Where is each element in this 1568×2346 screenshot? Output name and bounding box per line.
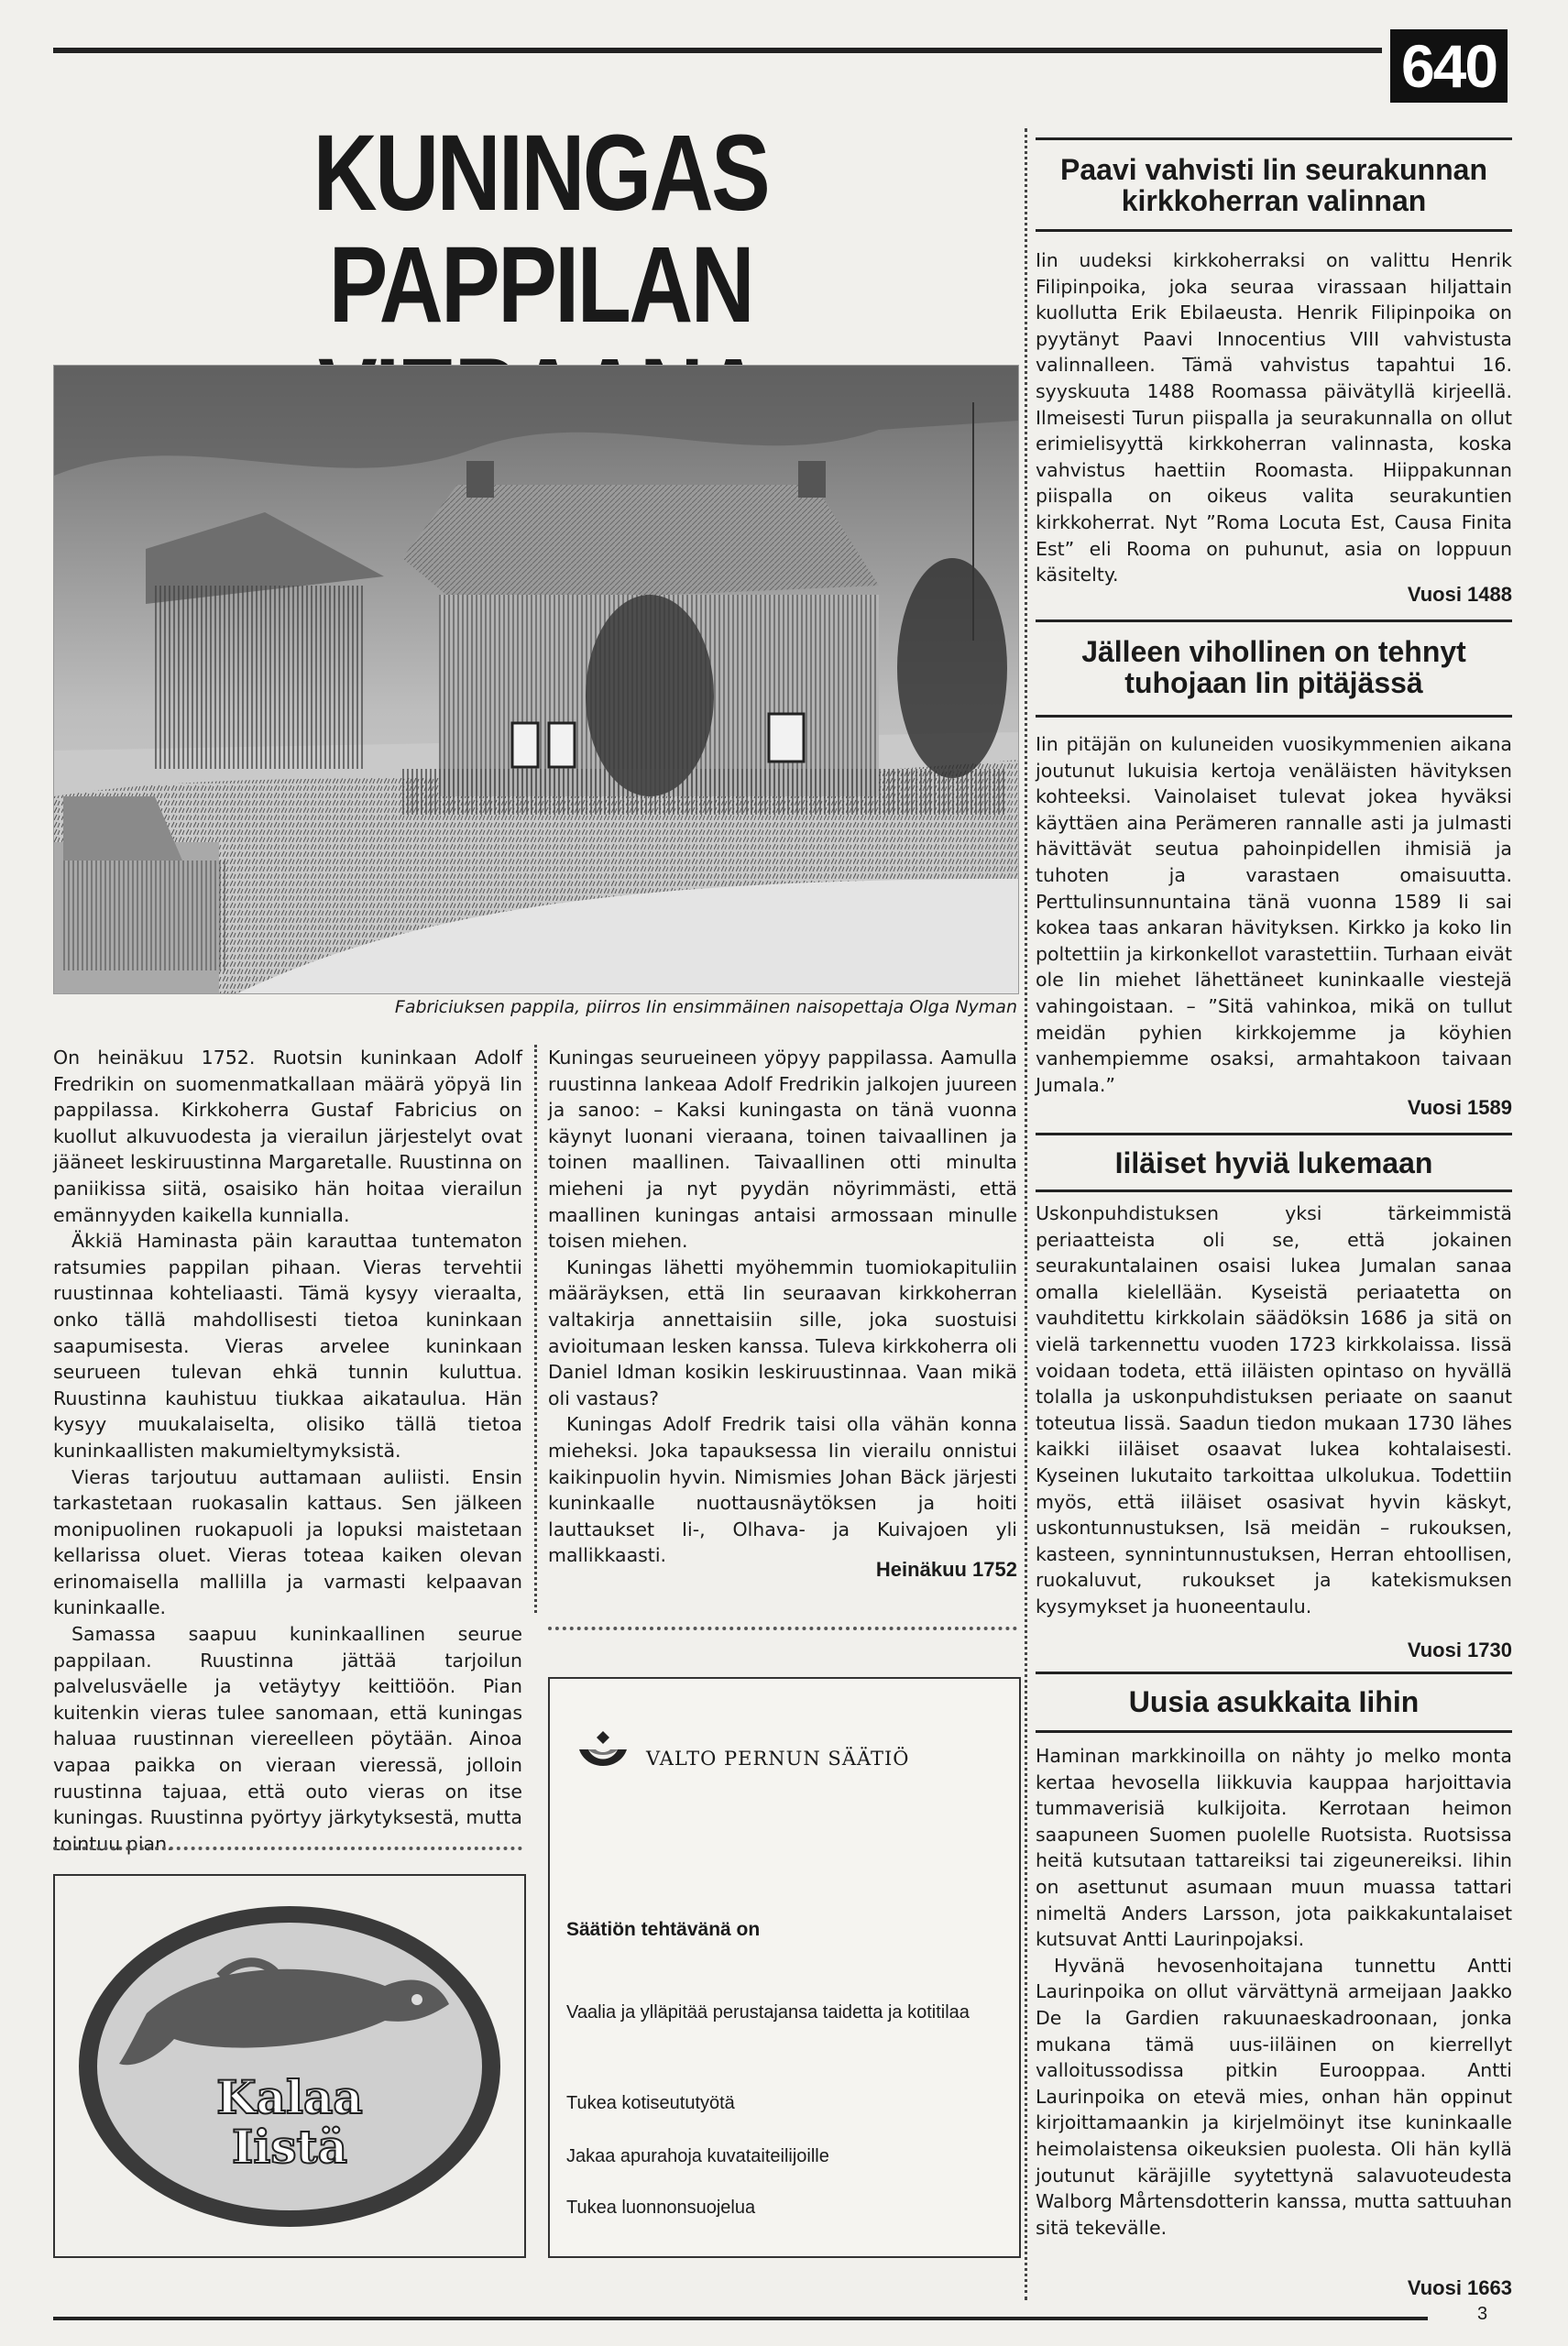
kalaa-iista-ad (53, 1874, 526, 2258)
paragraph: Kuningas lähetti myöhemmin tuomiokapituliin määräyksen, että Iin seuraavan kirkkoherran valtakirja annettaisiin sille, joka suostuisi avioitumaan lesken kanssa. Tuleva kirkkoherra oli Daniel Idman kosikin leskiruustinnaa. Vaan mikä oli vastaus? (548, 1255, 1017, 1409)
kalaa-ad-text (55, 2070, 524, 2174)
section-divider (1036, 715, 1512, 718)
side-article-signature: Vuosi 1663 (1407, 2276, 1512, 2299)
section-divider (1036, 1189, 1512, 1192)
parsonage-illustration (53, 365, 1019, 994)
article-column-2 (548, 1045, 1017, 1569)
foundation-item: Tukea luonnonsuojelua (566, 2198, 756, 2218)
kalaa-line-1: Kalaa (216, 2070, 363, 2124)
side-article-body: Iin uudeksi kirkkoherraksi on valittu Henrik Filipinpoika, joka seuraa virassaan hiljattain kuollutta Erik Ebilaeusta. Henrik Filipinpoika on pyytänyt Paavi Innocentius VIII vahvistusta valinnalleen. Tämä vahvistus tapahtui 16. syyskuuta 1488 Roomassa päivätyllä kirjeellä. Ilmeisesti Turun piispalla ja seurakunnalla on ollut erimielisyyttä kirkkoherran valinnasta, koska vahvistus haettiin Roomasta. Hiippakunnan piispalla on oikeus valita seurakuntien kirkkoherrat. Nyt ”Roma Locuta Est, Causa Finita Est” eli Rooma on puhunut, asia on loppuun käsitelty. (1036, 249, 1512, 586)
side-article-title: Uusia asukkaita Iihin (1128, 1685, 1420, 1718)
section-divider (1036, 229, 1512, 232)
headline-line-1: KUNINGAS (313, 113, 769, 234)
sidebar-separator (1025, 128, 1027, 2300)
paragraph: Äkkiä Haminasta päin karauttaa tuntematon ratsumies pappilan pihaan. Vieras tervehtii ruustinnaa kohteliaasti. Tämä kysyy vieraalta, onko tällä mahdollisesti tietoa kuninkaan saapumisesta. Vieras arvelee kuninkaan seurueen tulevan ehkä tunnin kuluttua. Ruustinna kauhistuu tiukkaa aikataulua. Hän kysyy muukalaiselta, olisiko tällä tietoa kuninkaallisten makumieltymyksistä. (53, 1230, 522, 1462)
paragraph: Hyvänä hevosenhoitajana tunnettu Antti Laurinpoika on ollut värvättynä armeijaan Jaakko De la Gardien rakuunaeskadroonaan, jonka mukana tämä uus-iiläinen on kierrellyt valloitussodissa pitkin Eurooppaa. Antti Laurinpoika on etevä mies, onhan hän oppinut kirjoittamaankin ja kirjelmöinyt itse kuninkaalle heimolaistensa oikeuksien puolesta. Oli hän kyllä joutunut käräjille syytettynä salavuoteudesta Walborg Mårtensdotterin kanssa, mutta sattuuhan sitä tekevälle. (1036, 1954, 1512, 2239)
issue-number-badge: 640 (1390, 29, 1508, 103)
section-divider (1036, 1730, 1512, 1733)
foundation-name: VALTO PERNUN SÄÄTIÖ (646, 1748, 910, 1770)
foundation-item: Jakaa apurahoja kuvataiteilijoille (566, 2146, 829, 2166)
column-separator (534, 1045, 537, 1613)
kalaa-line-2: Iistä (231, 2120, 348, 2174)
foundation-item: Tukea kotiseututyötä (566, 2093, 735, 2113)
dotted-divider (548, 1627, 1017, 1630)
section-divider (1036, 137, 1512, 140)
side-article-title: Iiläiset hyviä lukemaan (1114, 1146, 1433, 1179)
article-signature: Heinäkuu 1752 (875, 1558, 1017, 1581)
side-article-body (1036, 1743, 1512, 2241)
footer-rule (53, 2317, 1428, 2320)
paragraph: Kuningas Adolf Fredrik taisi olla vähän konna mieheksi. Joka tapauksessa Iin vierailu onnistui kaikinpuolin hyvin. Nimismies Johan Bäck järjesti kuninkaalle nuottausnäytöksen ja hoiti lauttaukset Ii-, Olhava- ja Kuivajoen yli mallikkaasti. (548, 1413, 1017, 1567)
paragraph: On heinäkuu 1752. Ruotsin kuninkaan Adolf Fredrikin on suomenmatkallaan määrä yöpyä Iin pappilassa. Kirkkoherra Gustaf Fabricius on kuollut alkuvuodesta ja vierailun järjestelyt ovat jääneet leskiruustinna Margaretalle. Ruustinna on paniikissa siitä, osaisiko hän hoitaa vierailun emännyyden kaikella kunnialla. (53, 1047, 522, 1226)
page-number: 3 (1477, 2304, 1488, 2324)
section-divider (1036, 1672, 1512, 1674)
paragraph: Vieras tarjoutuu auttamaan auliisti. Ensin tarkastetaan ruokasalin kattaus. Sen jälkeen monipuolinen ruokapuoli ja lopuksi maistetaan kellarissa oluet. Vieras toteaa kaiken olevan erinomaisella mallilla ja varmasti kelpaavan kuninkaalle. (53, 1465, 522, 1619)
side-article-signature: Vuosi 1730 (1407, 1639, 1512, 1661)
dotted-divider (53, 1847, 522, 1850)
photo-caption: Fabriciuksen pappila, piirros Iin ensimmäinen naisopettaja Olga Nyman (394, 997, 1017, 1017)
side-article-body: Uskonpuhdistuksen yksi tärkeimmistä periaatteista oli se, että jokainen seurakuntalainen osaisi lukea Jumalan sanaa omalla kielellään. Kyseistä periaatetta on vauhditettu kirkkolain säädöksin 1686 ja sitä on vielä tarkennettu vuoden 1723 kirkkolaissa. Iissä voidaan todeta, että iiläisten opintaso on hyvällä tolalla ja uskonpuhdistuksen periaate on saanut toteutua Iissä. Saadun tiedon mukaan 1730 lähes kaikki iiläiset osaavat lukea kohtalaisesti. Kyseinen lukutaito tarkoittaa ulkolukua. Todettiin myös, että iiläiset osasivat hyvin käskyt, uskontunnustuksen, Isä meidän – rukouksen, kasteen, synnintunnustuksen, Herran ehtoollisen, ruokaluvut, rukoukset ja katekismuksen kysymykset ja huoneentaulu. (1036, 1202, 1512, 1617)
article-column-1 (53, 1045, 522, 1857)
kalaa-logo (55, 1876, 524, 2256)
foundation-logo-icon (576, 1729, 630, 1784)
headline-line-2: PAPPILAN (328, 225, 753, 345)
section-divider (1036, 1133, 1512, 1135)
side-article-title: Jälleen vihollinen on tehnyt tuhojaan Iin pitäjässä (1081, 635, 1466, 699)
paragraph: Kuningas seurueineen yöpyy pappilassa. Aamulla ruustinna lankeaa Adolf Fredrikin jalkojen juureen ja sanoo: – Kaksi kuningasta on tänä vuonna käynyt luonani vieraana, toinen taivaallinen ja toinen maallinen. Taivaallinen otti minulta mieheni ja nyt pyydän nöyrimmästi, että maallinen kuningas antaisi armossaan minulle toisen miehen. (548, 1047, 1017, 1253)
section-divider (1036, 619, 1512, 622)
side-article-signature: Vuosi 1589 (1407, 1096, 1512, 1119)
side-article-signature: Vuosi 1488 (1407, 583, 1512, 606)
side-article-title: Paavi vahvisti Iin seurakunnan kirkkoherran valinnan (1060, 153, 1487, 217)
foundation-heading: Säätiön tehtävänä on (566, 1919, 761, 1940)
paragraph: Samassa saapuu kuninkaallinen seurue pappilaan. Ruustinna jättää tarjoilun palvelusväelle ja vetäytyy keittiöön. Pian kuitenkin vieras tulee sanomaan, että kuningas haluaa ruustinnan viereelleen pöytään. Ainoa vapaa paikka on vieraan vieressä, jolloin ruustinna tajuaa, että outo vieras on itse kuningas. Ruustinna pyörtyy järkytyksestä, mutta tointuu pian. (53, 1623, 522, 1855)
paragraph: Haminan markkinoilla on nähty jo melko monta kertaa hevosella liikkuvia kauppaa harjoittavia tummaverisiä kulkijoita. Kerrotaan heimon saapuneen Suomen puolelle Ruotsista. Ruotsissa heitä kutsutaan tattareiksi tai zigeunereiksi. Iihin on asettunut asumaan muun muassa tattari nimeltä Anders Larsson, jota paikkakuntalaiset kutsuvat Antti Laurinpojaksi. (1036, 1745, 1512, 1951)
valto-pernu-foundation-ad (548, 1677, 1021, 2258)
foundation-item: Vaalia ja ylläpitää perustajansa taidetta ja kotitilaa (566, 2002, 970, 2023)
top-rule (53, 48, 1382, 53)
side-article-body: Iin pitäjän on kuluneiden vuosikymmenien aikana joutunut lukuisia kertoja venäläisten hävityksen kohteeksi. Vainolaiset tulevat jokea hyväksi käyttäen aina Perämeren rannalle asti ja julmasti hävittävät seutua pahoinpidellen ihmisiä ja tuhoten ja varastaen omaisuutta. Perttulinsunnuntaina tänä vuonna 1589 Ii sai kokea taas ankaran hävityksen. Kirkko ja koko Iin poltettiin ja kirkonkellot varastettiin. Turhaan eivät ole Iin miehet lähettäneet kuninkaalle viestejä vahingoistaan. – ”Sitä vahinkoa, mikä on tullut meidän pyhien kirkkojemme ja köyhien vanhempiemme osaksi, armahtakoon taivaan Jumala.” (1036, 733, 1512, 1096)
